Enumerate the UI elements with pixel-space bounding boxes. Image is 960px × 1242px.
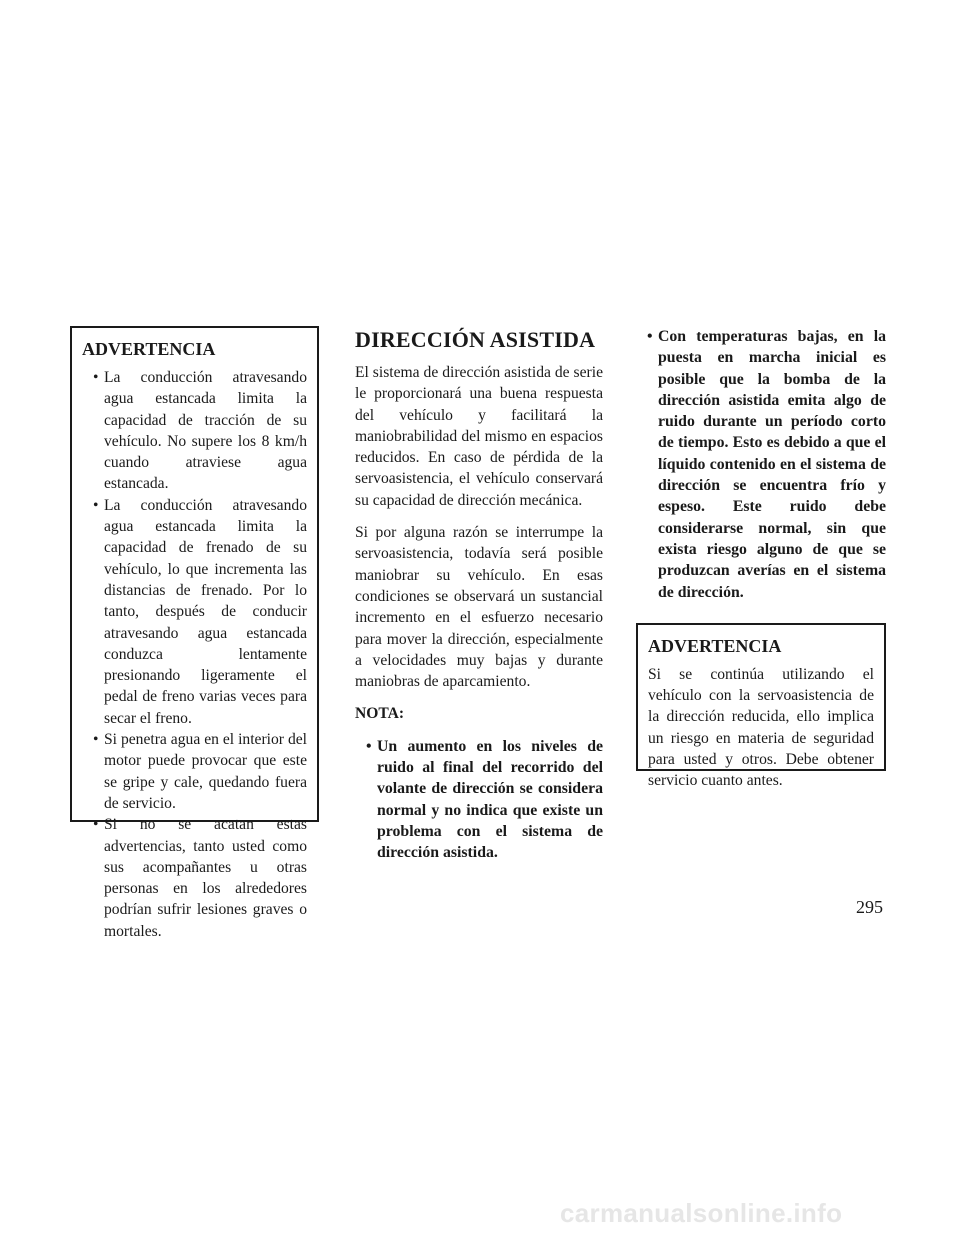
- body-paragraph: Si por alguna razón se interrumpe la servoasistencia, todavía será posible maniobrar su vehículo. En esas condiciones se observará un sustancial incremento en el esfuerzo necesario para mover la dirección, especialmente a velocidades muy bajas y durante maniobras de aparcamiento.: [355, 524, 603, 691]
- bullet-text: Si no se acatan estas advertencias, tanto usted como sus acompañantes u otras personas en los alrededores podrían sufrir lesiones graves o mortales.: [104, 816, 307, 940]
- bullet-icon: •: [647, 328, 653, 345]
- warning-title: ADVERTENCIA: [82, 339, 216, 359]
- warning-bullet: [82, 729, 307, 814]
- bullet-icon: •: [93, 496, 99, 514]
- bullet-icon: •: [366, 737, 372, 755]
- note-label: NOTA:: [355, 705, 405, 723]
- bullet-icon: •: [93, 816, 99, 834]
- note-bullet-list: [355, 736, 603, 864]
- note-bullet-list-continued: [636, 326, 886, 603]
- bullet-text: Un aumento en los niveles de ruido al final del recorrido del volante de dirección se considera normal y no indica que existe un problema con el sistema de dirección asistida.: [377, 737, 603, 862]
- note-bullet: [636, 326, 886, 603]
- left-column: [70, 326, 319, 940]
- watermark: carmanualsonline.info: [560, 1198, 843, 1228]
- middle-column: [355, 326, 603, 864]
- bullet-text: La conducción atravesando agua estancada limita la capacidad de tracción de su vehículo. No supere los 8 km/h cuando atraviese agua estancada.: [104, 369, 307, 493]
- page-number: 295: [856, 897, 883, 917]
- right-column: [636, 326, 886, 790]
- warning-title: ADVERTENCIA: [648, 635, 782, 656]
- warning-box-steering: [636, 623, 886, 790]
- warning-bullet: [82, 495, 307, 729]
- section-title: DIRECCIÓN ASISTIDA: [355, 327, 596, 352]
- bullet-icon: •: [93, 369, 99, 386]
- bullet-text: Si penetra agua en el interior del motor puede provocar que este se gripe y cale, quedando fuera de servicio.: [104, 731, 307, 812]
- bullet-text: Con temperaturas bajas, en la puesta en marcha inicial es posible que la bomba de la dirección asistida emita algo de ruido durante un período corto de tiempo. Esto es debido a que el líquido contenido en el sistema de dirección se encuentra frío y espeso. Este ruido debe considerarse normal, sin que exista riesgo alguno de que se produzcan averías en el sistema de dirección.: [658, 328, 886, 601]
- warning-bullet: [82, 814, 307, 942]
- bullet-icon: •: [93, 731, 99, 749]
- warning-bullet: [82, 367, 307, 495]
- note-bullet: [355, 736, 603, 864]
- body-paragraph: El sistema de dirección asistida de serie le proporcionará una buena respuesta del vehículo y facilitará la maniobrabilidad del mismo en espacios reducidos. En caso de pérdida de la servoasistencia, el vehículo conservará su capacidad de dirección mecánica.: [355, 364, 603, 509]
- warning-bullet-list: [82, 367, 307, 942]
- warning-text: Si se continúa utilizando el vehículo con la servoasistencia de la dirección reducida, ello implica un riesgo en materia de seguridad para usted y otros. Debe obtener servicio cuanto antes.: [648, 665, 874, 790]
- bullet-text: La conducción atravesando agua estancada limita la capacidad de frenado de su vehículo, lo que incrementa las distancias de frenado. Por lo tanto, después de conducir atravesando agua estancada conduzca lentamente presionando ligeramente el pedal de freno varias veces para secar el freno.: [104, 496, 307, 727]
- warning-box-water: [70, 326, 319, 940]
